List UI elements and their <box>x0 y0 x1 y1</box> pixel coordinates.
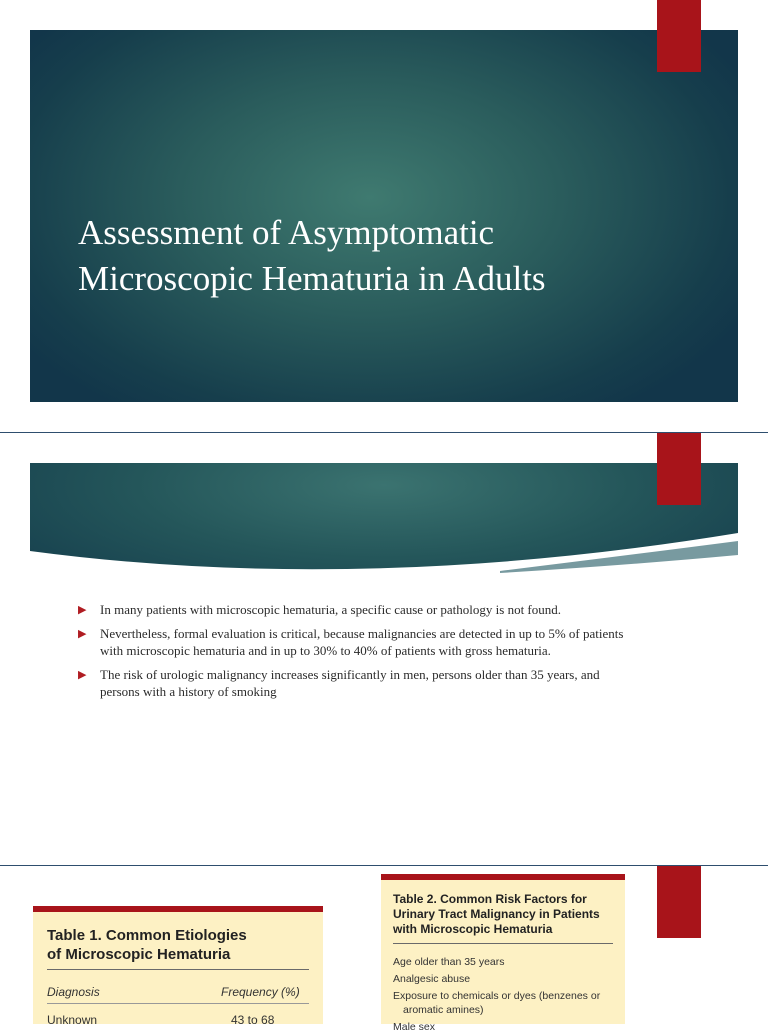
table-rule <box>47 1003 309 1004</box>
risk-factor-item: Male sex <box>393 1021 436 1033</box>
bullet-item <box>78 625 638 659</box>
title-panel <box>30 30 738 402</box>
table-cell-frequency: 43 to 68 <box>231 1013 275 1027</box>
table-rule <box>47 969 309 970</box>
content-slide <box>0 433 768 865</box>
table-cell-diagnosis: Unknown <box>47 1013 98 1027</box>
table-2-title-line: Urinary Tract Malignancy in Patients <box>393 907 600 921</box>
column-header-frequency: Frequency (%) <box>221 985 300 999</box>
bullet-text: The risk of urologic malignancy increases significantly in men, persons older than 35 years, and persons with a history of smoking <box>100 667 600 699</box>
table-1-title-line: Table 1. Common Etiologies <box>47 927 247 944</box>
bullet-arrow-icon: ▶ <box>78 628 87 640</box>
table-2-title-line: with Microscopic Hematuria <box>393 922 553 936</box>
bullet-text: Nevertheless, formal evaluation is critical, because malignancies are detected in up to 5% of patients with microscopic hematuria and in up to 30% to 40% of patients with gross hematuria. <box>100 626 624 658</box>
slide-title-line-1: Assessment of Asymptomatic <box>78 213 495 252</box>
table-1 <box>33 906 323 1027</box>
table-2-title-line: Table 2. Common Risk Factors for <box>393 892 587 906</box>
bullet-list <box>78 601 638 707</box>
red-corner-tab <box>657 0 701 72</box>
risk-factor-item: aromatic amines) <box>403 1004 484 1016</box>
banner-wave <box>30 533 738 579</box>
risk-factor-item: Analgesic abuse <box>393 973 471 985</box>
slide-title-line-2: Microscopic Hematuria in Adults <box>78 259 546 298</box>
red-corner-tab <box>657 433 701 505</box>
table-1-title-line: of Microscopic Hematuria <box>47 946 231 963</box>
slide-title <box>78 210 698 302</box>
risk-factor-item: Exposure to chemicals or dyes (benzenes or <box>393 990 601 1002</box>
red-corner-tab <box>657 866 701 938</box>
bullet-arrow-icon: ▶ <box>78 669 87 681</box>
risk-factor-item: Age older than 35 years <box>393 956 505 968</box>
bullet-item <box>78 666 638 700</box>
bullet-item <box>78 601 638 618</box>
table-top-bar <box>33 906 323 912</box>
table-2 <box>381 874 625 1033</box>
column-header-diagnosis: Diagnosis <box>47 985 100 999</box>
table-2-title <box>393 892 600 937</box>
table-1-title <box>47 926 247 964</box>
title-slide <box>0 0 768 432</box>
table-rule <box>393 943 613 944</box>
bullet-arrow-icon: ▶ <box>78 604 87 616</box>
tables-slide <box>0 866 768 1033</box>
table-top-bar <box>381 874 625 880</box>
bullet-text: In many patients with microscopic hematuria, a specific cause or pathology is not found. <box>100 602 562 617</box>
